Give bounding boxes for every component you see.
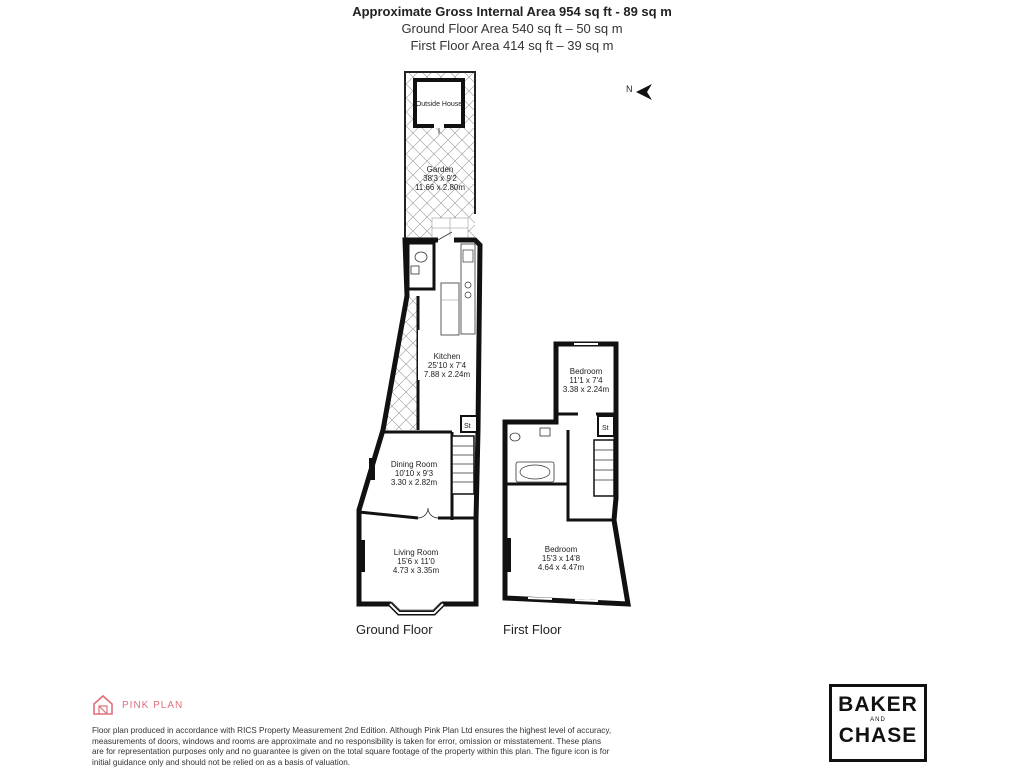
brand-word-top: BAKER (838, 693, 918, 716)
kitchen-imperial: 25'10 x 7'4 (427, 361, 467, 370)
bedroom-main-metric: 4.64 x 4.47m (537, 563, 585, 572)
bay-window-glass (392, 602, 441, 610)
store-label: St (464, 423, 471, 430)
pink-plan-logo-text: PINK PLAN (122, 699, 184, 711)
dining-imperial: 10'10 x 9'3 (394, 469, 434, 478)
basin-icon (411, 266, 419, 274)
sink-icon (463, 250, 473, 262)
bedroom-small-name: Bedroom (569, 367, 603, 376)
staircase (594, 440, 614, 496)
dining-name: Dining Room (390, 460, 438, 469)
disclaimer-text: Floor plan produced in accordance with RICS Property Measurement 2nd Edition. Although Pink Plan Ltd ensures the highest level of accuracy, measurements of doors, windows and rooms are approximate and no responsibility is taken for error, omission or misstatement. These plans are for representation purposes only and no guarantee is given on the total square footage of the property within this plan. The figure icon is for initial guidance only and should not be relied on as a basis of valuation. (92, 726, 612, 767)
kitchen-metric: 7.88 x 2.24m (423, 370, 471, 379)
bedroom-main-name: Bedroom (544, 545, 578, 554)
rear-door-gap (438, 236, 454, 244)
compass (626, 84, 652, 100)
kitchen-counter-island (441, 283, 459, 335)
first-floor-label: First Floor (503, 622, 562, 637)
pink-plan-house-icon (92, 694, 114, 716)
chimney-breast (505, 538, 511, 572)
chimney-breast (369, 458, 375, 480)
chimney-breast (359, 540, 365, 572)
garden-metric: 11.66 x 2.80m (414, 183, 466, 192)
window (575, 600, 598, 601)
living-name: Living Room (393, 548, 439, 557)
garden-name: Garden (426, 165, 454, 174)
dining-metric: 3.30 x 2.82m (390, 478, 438, 487)
living-metric: 4.73 x 3.35m (392, 566, 440, 575)
ground-floor-plan (359, 72, 480, 613)
garden-imperial: 38'3 x 9'2 (423, 174, 457, 183)
toilet-icon (415, 252, 427, 262)
outside-house-name: Outside House (415, 101, 463, 108)
ground-floor-label: Ground Floor (356, 622, 433, 637)
first-floor-area: First Floor Area 414 sq ft – 39 sq m (410, 38, 614, 53)
gross-area-title: Approximate Gross Internal Area 954 sq ft - 89 sq m (352, 4, 672, 19)
brand-word-bottom: CHASE (838, 724, 918, 747)
bedroom-main-imperial: 15'3 x 14'8 (541, 554, 581, 563)
dining-living-wall (359, 512, 418, 518)
outside-house-door (434, 124, 444, 128)
compass-north-label: N (626, 84, 633, 94)
kitchen-name: Kitchen (433, 352, 461, 361)
toilet-icon (510, 433, 520, 441)
bedroom-small-metric: 3.38 x 2.24m (562, 385, 610, 394)
ground-floor-area: Ground Floor Area 540 sq ft – 50 sq m (401, 21, 623, 36)
bath-basin-icon (520, 465, 550, 479)
brand-word-middle: AND (870, 717, 886, 723)
baker-chase-logo (829, 684, 927, 762)
store-label: St (602, 425, 609, 432)
double-door (418, 508, 438, 518)
living-imperial: 15'6 x 11'0 (397, 557, 435, 566)
compass-arrow-icon (636, 84, 652, 100)
window (528, 598, 552, 599)
bedroom-small-imperial: 11'1 x 7'4 (569, 376, 603, 385)
basin-icon (540, 428, 550, 436)
staircase (452, 436, 474, 494)
pink-plan-logo (92, 694, 183, 716)
